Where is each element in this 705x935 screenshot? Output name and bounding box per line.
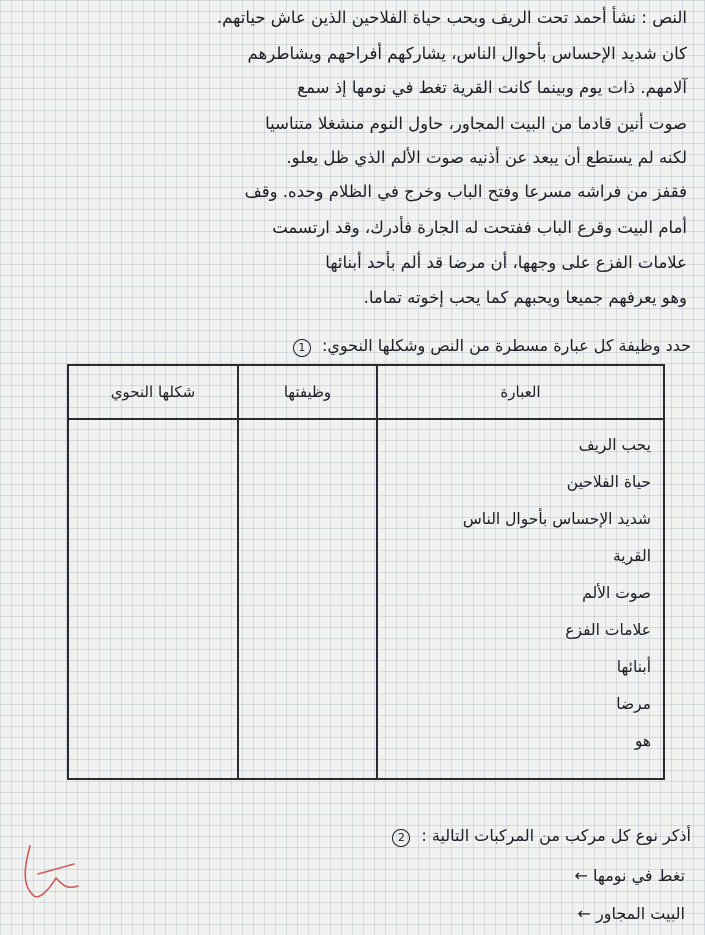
margin-doodle-icon — [16, 838, 86, 908]
form-answer-cell[interactable] — [68, 419, 238, 779]
question-2-item: تغط في نومها ← — [574, 866, 685, 885]
expression-column — [377, 419, 664, 779]
list-item: علامات الفزع — [565, 621, 651, 639]
list-item: شديد الإحساس بأحوال الناس — [462, 510, 651, 528]
header-function: وظيفتها — [238, 365, 377, 419]
list-item: مرضا — [616, 695, 651, 713]
list-item: هو — [634, 732, 651, 750]
passage-line: النص : نشأ أحمد تحت الريف وبحب حياة الفلاحين الذين عاش حياتهم. — [216, 8, 687, 27]
question-2-text: أذكر نوع كل مركب من المركبات التالية : — [421, 826, 691, 845]
passage-line: أمام البيت وقرع الباب ففتحت له الجارة فأدرك، وقد ارتسمت — [272, 218, 687, 237]
header-expression: العبارة — [377, 365, 664, 419]
function-answer-cell[interactable] — [238, 419, 377, 779]
question-2-number: 2 — [392, 829, 410, 847]
passage-line: لكنه لم يستطع أن يبعد عن أذنيه صوت الألم الذي ظل يعلو. — [286, 148, 687, 167]
list-item: حياة الفلاحين — [566, 473, 651, 491]
passage-line: فقفز من فراشه مسرعا وفتح الباب وخرج في الظلام وحده. وقف — [244, 182, 687, 201]
question-1-number: 1 — [293, 339, 311, 357]
question-1-text: حدد وظيفة كل عبارة مسطرة من النص وشكلها النحوي: — [321, 336, 691, 355]
list-item: القرية — [612, 547, 651, 565]
question-1 — [293, 336, 691, 357]
question-2 — [392, 826, 691, 847]
passage-line: كان شديد الإحساس بأحوال الناس، يشاركهم أفراحهم ويشاطرهم — [247, 44, 687, 63]
list-item: صوت الألم — [582, 584, 651, 602]
list-item: أبنائها — [616, 658, 651, 676]
passage-line: صوت أنين قادما من البيت المجاور، حاول النوم منشغلا متناسيا — [265, 114, 687, 133]
passage-line: آلامهم. ذات يوم وبينما كانت القرية تغط في نومها إذ سمع — [297, 78, 687, 97]
table-header-row — [68, 365, 664, 419]
passage-line: علامات الفزع على وجهها، أن مرضا قد ألم بأحد أبنائها — [325, 253, 687, 272]
table-body-row — [68, 419, 664, 779]
expression-list — [378, 420, 663, 751]
answer-table — [67, 364, 665, 780]
passage-line: وهو يعرفهم جميعا ويحبهم كما يحب إخوته تماما. — [363, 288, 687, 307]
list-item: يحب الريف — [578, 436, 651, 454]
header-form: شكلها النحوي — [68, 365, 238, 419]
question-2-item: البيت المجاور ← — [577, 904, 685, 923]
